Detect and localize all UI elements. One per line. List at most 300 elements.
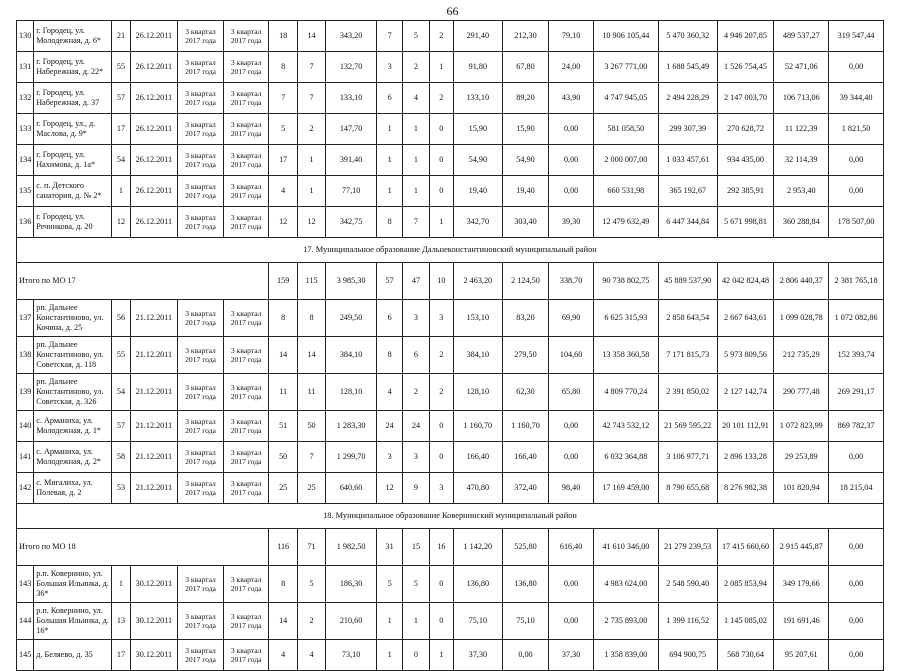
cell-area: 210,60 <box>326 603 377 640</box>
date: 26.12.2011 <box>130 21 178 52</box>
cell-c8: 1 <box>297 145 325 176</box>
cell-c12: 2 <box>429 374 453 411</box>
date: 21.12.2011 <box>130 442 178 473</box>
cell-c10: 5 <box>376 566 402 603</box>
cell-c12: 0 <box>429 114 453 145</box>
cell-c7: 5 <box>269 114 297 145</box>
actual-quarter: 3 квартал 2017 года <box>223 337 269 374</box>
cell-c10: 4 <box>376 374 402 411</box>
cell-area: 1 283,30 <box>326 411 377 442</box>
cell-subj: 934 435,00 <box>717 145 774 176</box>
cell-c12: 2 <box>429 83 453 114</box>
planned-quarter: 3 квартал 2017 года <box>178 300 224 337</box>
total-c8: 115 <box>297 263 325 300</box>
cell-mun: 489 537,27 <box>774 21 829 52</box>
date: 21.12.2011 <box>130 374 178 411</box>
cell-subj: 4 946 207,85 <box>717 21 774 52</box>
actual-quarter: 3 квартал 2017 года <box>223 52 269 83</box>
total-c10: 57 <box>376 263 402 300</box>
cell-c13: 291,40 <box>453 21 502 52</box>
actual-quarter: 3 квартал 2017 года <box>223 473 269 504</box>
date: 21.12.2011 <box>130 300 178 337</box>
cell-c7: 7 <box>269 83 297 114</box>
address: с. Арманиха, ул. Молодежная, д. 2* <box>34 442 112 473</box>
cell-c12: 0 <box>429 442 453 473</box>
cell-total: 3 267 771,00 <box>593 52 658 83</box>
cell-mun: 52 471,06 <box>774 52 829 83</box>
row-number: 133 <box>17 114 34 145</box>
total-c8: 71 <box>297 529 325 566</box>
total-fund: 45 889 537,90 <box>658 263 717 300</box>
cell-c13: 15,90 <box>453 114 502 145</box>
cell-area: 640,60 <box>326 473 377 504</box>
table-row <box>17 374 884 411</box>
actual-quarter: 3 квартал 2017 года <box>223 176 269 207</box>
planned-quarter: 3 квартал 2017 года <box>178 21 224 52</box>
row-number: 131 <box>17 52 34 83</box>
table-row <box>17 145 884 176</box>
col-3: 17 <box>112 640 130 671</box>
planned-quarter: 3 квартал 2017 года <box>178 442 224 473</box>
cell-c7: 4 <box>269 176 297 207</box>
cell-fund: 2 858 643,54 <box>658 300 717 337</box>
actual-quarter: 3 квартал 2017 года <box>223 114 269 145</box>
cell-c15: 0,00 <box>549 145 594 176</box>
cell-subj: 568 730,64 <box>717 640 774 671</box>
cell-subj: 1 145 085,02 <box>717 603 774 640</box>
cell-c13: 54,90 <box>453 145 502 176</box>
cell-c12: 2 <box>429 337 453 374</box>
cell-other: 1 072 082,86 <box>829 300 884 337</box>
address: г. Городец, ул. Набережная, д. 37 <box>34 83 112 114</box>
total-c12: 16 <box>429 529 453 566</box>
planned-quarter: 3 квартал 2017 года <box>178 207 224 238</box>
actual-quarter: 3 квартал 2017 года <box>223 603 269 640</box>
cell-c7: 25 <box>269 473 297 504</box>
cell-c12: 0 <box>429 145 453 176</box>
row-number: 132 <box>17 83 34 114</box>
cell-c14: 15,90 <box>502 114 549 145</box>
cell-c15: 43,90 <box>549 83 594 114</box>
cell-other: 0,00 <box>829 603 884 640</box>
cell-c10: 1 <box>376 640 402 671</box>
table-row <box>17 411 884 442</box>
cell-c11: 24 <box>403 411 429 442</box>
cell-subj: 292 385,91 <box>717 176 774 207</box>
cell-total: 4 983 624,00 <box>593 566 658 603</box>
cell-c8: 14 <box>297 21 325 52</box>
cell-c10: 6 <box>376 83 402 114</box>
cell-c11: 0 <box>403 640 429 671</box>
cell-subj: 5 671 998,81 <box>717 207 774 238</box>
cell-c11: 2 <box>403 374 429 411</box>
cell-c11: 3 <box>403 300 429 337</box>
cell-subj: 2 147 003,70 <box>717 83 774 114</box>
total-c10: 31 <box>376 529 402 566</box>
col-3: 13 <box>112 603 130 640</box>
cell-mun: 101 820,94 <box>774 473 829 504</box>
section-header-row <box>17 504 884 529</box>
actual-quarter: 3 квартал 2017 года <box>223 442 269 473</box>
row-number: 137 <box>17 300 34 337</box>
cell-fund: 299 307,39 <box>658 114 717 145</box>
actual-quarter: 3 квартал 2017 года <box>223 300 269 337</box>
cell-subj: 5 973 809,56 <box>717 337 774 374</box>
cell-c10: 6 <box>376 300 402 337</box>
col-3: 55 <box>112 337 130 374</box>
planned-quarter: 3 квартал 2017 года <box>178 145 224 176</box>
cell-area: 186,30 <box>326 566 377 603</box>
cell-c15: 0,00 <box>549 442 594 473</box>
cell-c14: 62,30 <box>502 374 549 411</box>
planned-quarter: 3 квартал 2017 года <box>178 411 224 442</box>
planned-quarter: 3 квартал 2017 года <box>178 114 224 145</box>
address: г. Городец, ул. Нахимова, д. 1а* <box>34 145 112 176</box>
cell-mun: 360 288,84 <box>774 207 829 238</box>
cell-c13: 128,10 <box>453 374 502 411</box>
cell-other: 0,00 <box>829 176 884 207</box>
total-c14: 2 124,50 <box>502 263 549 300</box>
section-title: 18. Муниципальное образование Ковернинский муниципальный район <box>17 504 884 529</box>
cell-c13: 136,80 <box>453 566 502 603</box>
cell-mun: 95 207,61 <box>774 640 829 671</box>
cell-c12: 3 <box>429 300 453 337</box>
cell-area: 77,10 <box>326 176 377 207</box>
cell-c7: 4 <box>269 640 297 671</box>
cell-fund: 5 470 360,32 <box>658 21 717 52</box>
cell-c14: 212,30 <box>502 21 549 52</box>
cell-c13: 133,10 <box>453 83 502 114</box>
cell-c8: 7 <box>297 52 325 83</box>
total-area: 1 982,50 <box>326 529 377 566</box>
cell-other: 152 393,74 <box>829 337 884 374</box>
cell-c15: 65,80 <box>549 374 594 411</box>
cell-mun: 32 114,39 <box>774 145 829 176</box>
table-row <box>17 473 884 504</box>
row-number: 143 <box>17 566 34 603</box>
planned-quarter: 3 квартал 2017 года <box>178 337 224 374</box>
total-c11: 15 <box>403 529 429 566</box>
cell-c12: 1 <box>429 52 453 83</box>
cell-fund: 3 106 977,71 <box>658 442 717 473</box>
total-c13: 2 463,20 <box>453 263 502 300</box>
planned-quarter: 3 квартал 2017 года <box>178 83 224 114</box>
cell-c15: 98,40 <box>549 473 594 504</box>
table-row <box>17 207 884 238</box>
cell-area: 249,50 <box>326 300 377 337</box>
cell-c14: 1 160,70 <box>502 411 549 442</box>
date: 26.12.2011 <box>130 114 178 145</box>
cell-c15: 0,00 <box>549 603 594 640</box>
cell-c12: 1 <box>429 207 453 238</box>
cell-total: 12 479 632,49 <box>593 207 658 238</box>
date: 30.12.2011 <box>130 640 178 671</box>
total-c14: 525,80 <box>502 529 549 566</box>
cell-c8: 4 <box>297 640 325 671</box>
cell-mun: 191 691,46 <box>774 603 829 640</box>
cell-subj: 1 526 754,45 <box>717 52 774 83</box>
date: 26.12.2011 <box>130 52 178 83</box>
planned-quarter: 3 квартал 2017 года <box>178 52 224 83</box>
cell-c11: 4 <box>403 83 429 114</box>
cell-c7: 17 <box>269 145 297 176</box>
cell-other: 269 291,17 <box>829 374 884 411</box>
cell-c7: 11 <box>269 374 297 411</box>
date: 26.12.2011 <box>130 145 178 176</box>
cell-mun: 106 713,06 <box>774 83 829 114</box>
cell-other: 0,00 <box>829 442 884 473</box>
section-total-row <box>17 263 884 300</box>
row-number: 134 <box>17 145 34 176</box>
cell-total: 1 358 839,00 <box>593 640 658 671</box>
cell-c8: 12 <box>297 207 325 238</box>
col-3: 57 <box>112 411 130 442</box>
cell-c14: 0,00 <box>502 640 549 671</box>
cell-c14: 67,80 <box>502 52 549 83</box>
cell-mun: 1 072 823,99 <box>774 411 829 442</box>
cell-total: 2 000 007,00 <box>593 145 658 176</box>
actual-quarter: 3 квартал 2017 года <box>223 83 269 114</box>
cell-c13: 75,10 <box>453 603 502 640</box>
total-label: Итого по МО 18 <box>17 529 269 566</box>
cell-total: 660 531,98 <box>593 176 658 207</box>
cell-other: 319 547,44 <box>829 21 884 52</box>
cell-c11: 5 <box>403 21 429 52</box>
cell-total: 2 735 893,00 <box>593 603 658 640</box>
total-area: 3 985,30 <box>326 263 377 300</box>
table-row <box>17 442 884 473</box>
cell-c13: 91,80 <box>453 52 502 83</box>
cell-subj: 2 667 643,61 <box>717 300 774 337</box>
cell-c11: 3 <box>403 442 429 473</box>
cell-total: 10 906 105,44 <box>593 21 658 52</box>
cell-other: 0,00 <box>829 145 884 176</box>
cell-subj: 8 276 982,38 <box>717 473 774 504</box>
row-number: 135 <box>17 176 34 207</box>
cell-c12: 0 <box>429 176 453 207</box>
cell-area: 384,10 <box>326 337 377 374</box>
cell-c15: 39,30 <box>549 207 594 238</box>
cell-total: 581 058,50 <box>593 114 658 145</box>
cell-c15: 69,90 <box>549 300 594 337</box>
cell-c11: 2 <box>403 52 429 83</box>
cell-c7: 50 <box>269 442 297 473</box>
page-number: 66 <box>446 4 459 18</box>
cell-c12: 0 <box>429 566 453 603</box>
planned-quarter: 3 квартал 2017 года <box>178 176 224 207</box>
total-mun: 2 806 440,37 <box>774 263 829 300</box>
total-total: 90 738 802,75 <box>593 263 658 300</box>
address: р.п. Ковернино, ул. Большая Ильинка, д. 36* <box>34 566 112 603</box>
actual-quarter: 3 квартал 2017 года <box>223 374 269 411</box>
cell-c11: 1 <box>403 145 429 176</box>
cell-c8: 7 <box>297 83 325 114</box>
col-3: 1 <box>112 566 130 603</box>
total-other: 2 381 765,18 <box>829 263 884 300</box>
cell-mun: 11 122,39 <box>774 114 829 145</box>
cell-subj: 2 127 142,74 <box>717 374 774 411</box>
cell-other: 869 782,37 <box>829 411 884 442</box>
cell-c8: 11 <box>297 374 325 411</box>
cell-area: 342,75 <box>326 207 377 238</box>
address: рп. Дальнее Константиново, ул. Советская, д. 118 <box>34 337 112 374</box>
cell-c14: 136,80 <box>502 566 549 603</box>
cell-total: 6 032 364,88 <box>593 442 658 473</box>
date: 21.12.2011 <box>130 473 178 504</box>
cell-area: 128,10 <box>326 374 377 411</box>
address: г. Городец, ул. Речникова, д. 20 <box>34 207 112 238</box>
address: рп. Дальнее Константиново, ул. Советская, д. 326 <box>34 374 112 411</box>
cell-c7: 8 <box>269 52 297 83</box>
table-row <box>17 176 884 207</box>
cell-c15: 0,00 <box>549 114 594 145</box>
cell-c8: 7 <box>297 442 325 473</box>
cell-total: 17 169 459,00 <box>593 473 658 504</box>
cell-subj: 20 101 112,91 <box>717 411 774 442</box>
planned-quarter: 3 квартал 2017 года <box>178 374 224 411</box>
cell-area: 391,40 <box>326 145 377 176</box>
address: д. Беляево, д. 35 <box>34 640 112 671</box>
cell-c13: 166,40 <box>453 442 502 473</box>
date: 26.12.2011 <box>130 207 178 238</box>
total-subj: 17 415 660,60 <box>717 529 774 566</box>
cell-mun: 1 099 028,78 <box>774 300 829 337</box>
total-c12: 10 <box>429 263 453 300</box>
date: 26.12.2011 <box>130 176 178 207</box>
cell-c7: 18 <box>269 21 297 52</box>
cell-c12: 0 <box>429 411 453 442</box>
cell-c15: 24,00 <box>549 52 594 83</box>
cell-c7: 14 <box>269 337 297 374</box>
table-row <box>17 640 884 671</box>
cell-subj: 270 628,72 <box>717 114 774 145</box>
cell-mun: 349 179,66 <box>774 566 829 603</box>
address: рп. Дальнее Константиново, ул. Кочина, д. 25 <box>34 300 112 337</box>
actual-quarter: 3 квартал 2017 года <box>223 566 269 603</box>
cell-c10: 1 <box>376 114 402 145</box>
planned-quarter: 3 квартал 2017 года <box>178 566 224 603</box>
col-3: 21 <box>112 21 130 52</box>
date: 21.12.2011 <box>130 337 178 374</box>
cell-c13: 153,10 <box>453 300 502 337</box>
cell-total: 13 358 360,58 <box>593 337 658 374</box>
total-total: 41 610 346,00 <box>593 529 658 566</box>
total-c7: 159 <box>269 263 297 300</box>
table-row <box>17 337 884 374</box>
cell-c10: 12 <box>376 473 402 504</box>
cell-c15: 37,30 <box>549 640 594 671</box>
total-c11: 47 <box>403 263 429 300</box>
cell-c12: 2 <box>429 21 453 52</box>
cell-mun: 290 777,48 <box>774 374 829 411</box>
cell-fund: 1 033 457,61 <box>658 145 717 176</box>
total-subj: 42 042 824,48 <box>717 263 774 300</box>
address: г. Городец, ул., д. Маслова, д. 9* <box>34 114 112 145</box>
cell-c13: 384,10 <box>453 337 502 374</box>
cell-area: 132,70 <box>326 52 377 83</box>
col-3: 17 <box>112 114 130 145</box>
cell-other: 1 821,50 <box>829 114 884 145</box>
cell-other: 178 507,00 <box>829 207 884 238</box>
address: с. п. Детского санатория, д. № 2* <box>34 176 112 207</box>
table-row <box>17 114 884 145</box>
total-c7: 116 <box>269 529 297 566</box>
cell-c15: 0,00 <box>549 566 594 603</box>
cell-c7: 12 <box>269 207 297 238</box>
cell-c14: 279,50 <box>502 337 549 374</box>
total-mun: 2 915 445,87 <box>774 529 829 566</box>
cell-c14: 89,20 <box>502 83 549 114</box>
cell-area: 343,20 <box>326 21 377 52</box>
row-number: 141 <box>17 442 34 473</box>
col-3: 55 <box>112 52 130 83</box>
cell-c14: 303,40 <box>502 207 549 238</box>
row-number: 145 <box>17 640 34 671</box>
cell-c14: 83,20 <box>502 300 549 337</box>
col-3: 54 <box>112 374 130 411</box>
cell-c11: 7 <box>403 207 429 238</box>
cell-total: 4 809 770,24 <box>593 374 658 411</box>
col-3: 57 <box>112 83 130 114</box>
cell-total: 6 625 315,93 <box>593 300 658 337</box>
cell-c13: 19,40 <box>453 176 502 207</box>
row-number: 140 <box>17 411 34 442</box>
cell-c8: 2 <box>297 603 325 640</box>
table-row <box>17 52 884 83</box>
cell-c8: 25 <box>297 473 325 504</box>
cell-c8: 5 <box>297 566 325 603</box>
col-3: 58 <box>112 442 130 473</box>
total-c15: 616,40 <box>549 529 594 566</box>
cell-fund: 2 391 850,02 <box>658 374 717 411</box>
cell-c13: 470,80 <box>453 473 502 504</box>
cell-c15: 0,00 <box>549 411 594 442</box>
cell-c15: 79,10 <box>549 21 594 52</box>
table-row <box>17 21 884 52</box>
cell-c10: 8 <box>376 337 402 374</box>
address: г. Городец, ул. Набережная, д. 22* <box>34 52 112 83</box>
col-3: 54 <box>112 145 130 176</box>
cell-fund: 2 548 590,40 <box>658 566 717 603</box>
planned-quarter: 3 квартал 2017 года <box>178 603 224 640</box>
cell-c10: 3 <box>376 442 402 473</box>
row-number: 139 <box>17 374 34 411</box>
actual-quarter: 3 квартал 2017 года <box>223 145 269 176</box>
cell-c14: 19,40 <box>502 176 549 207</box>
section-header-row <box>17 238 884 263</box>
total-c15: 338,70 <box>549 263 594 300</box>
cell-fund: 694 900,75 <box>658 640 717 671</box>
address: г. Городец, ул. Молодежная, д. 6* <box>34 21 112 52</box>
cell-c10: 7 <box>376 21 402 52</box>
date: 26.12.2011 <box>130 83 178 114</box>
address: с. Мигалиха, ул. Полевая, д. 2 <box>34 473 112 504</box>
actual-quarter: 3 квартал 2017 года <box>223 411 269 442</box>
cell-c13: 1 160,70 <box>453 411 502 442</box>
cell-fund: 8 790 655,68 <box>658 473 717 504</box>
cell-c14: 166,40 <box>502 442 549 473</box>
cell-c8: 1 <box>297 176 325 207</box>
cell-mun: 29 253,89 <box>774 442 829 473</box>
cell-other: 0,00 <box>829 52 884 83</box>
col-3: 1 <box>112 176 130 207</box>
row-number: 130 <box>17 21 34 52</box>
cell-area: 133,10 <box>326 83 377 114</box>
cell-c14: 54,90 <box>502 145 549 176</box>
cell-c11: 1 <box>403 603 429 640</box>
cell-fund: 365 192,67 <box>658 176 717 207</box>
cell-fund: 7 171 815,73 <box>658 337 717 374</box>
